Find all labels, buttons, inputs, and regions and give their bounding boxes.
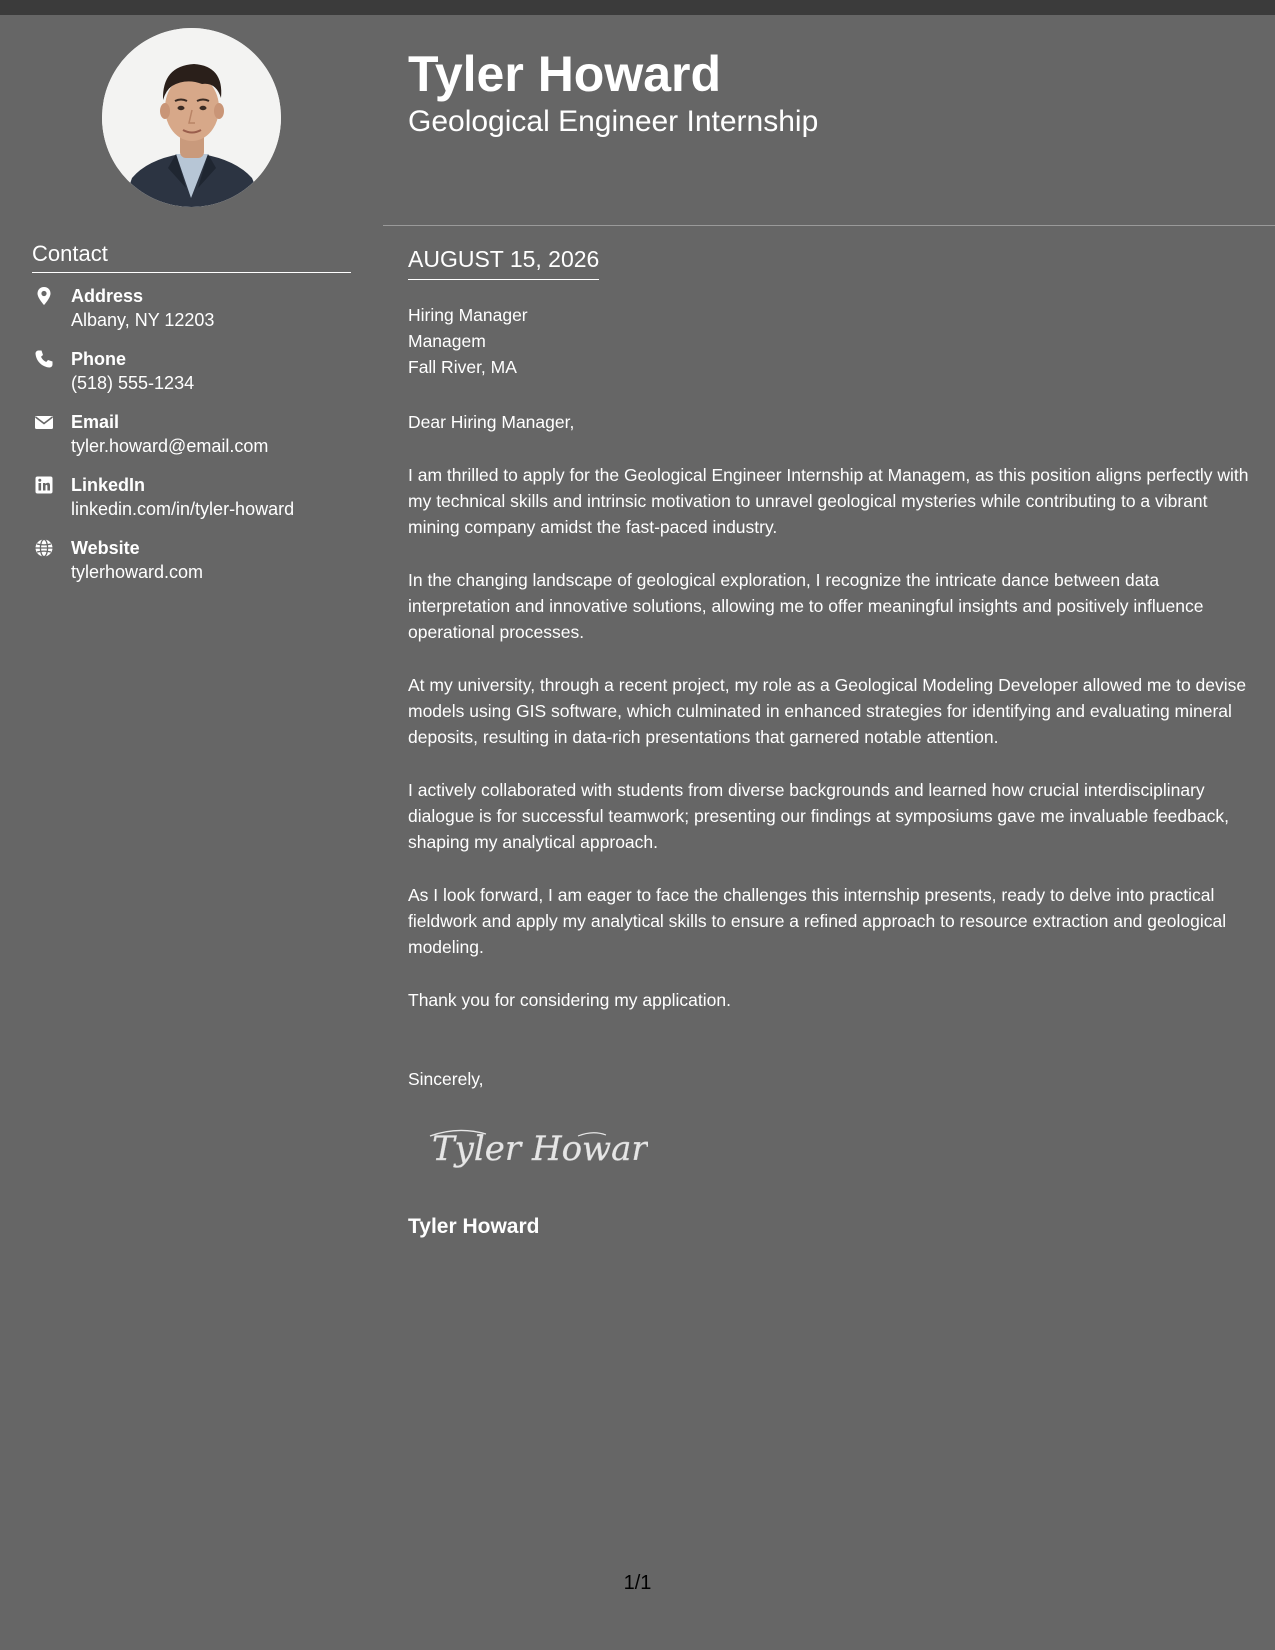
letter-paragraph: I am thrilled to apply for the Geological Engineer Internship at Managem, as this position aligns perfectly with my technical skills and intrinsic motivation to unravel geological mysteries while contributing to a vibrant mining company amidst the fast-paced industry. — [408, 465, 1249, 537]
contact-value: linkedin.com/in/tyler-howard — [71, 499, 295, 519]
contact-label: Email — [71, 412, 120, 432]
letter-body — [408, 302, 1250, 1092]
letter-paragraph: At my university, through a recent project, my role as a Geological Modeling Developer allowed me to devise models using GIS software, which culminated in enhanced strategies for identifying and evaluating mineral deposits, resulting in data-rich presentations that garnered notable attention. — [408, 675, 1247, 747]
letter-paragraph: I actively collaborated with students from diverse backgrounds and learned how crucial interdisciplinary dialogue is for successful teamwork; presenting our findings at symposiums gave me invaluable feedback, shaping my analytical approach. — [408, 780, 1229, 852]
contact-value: tyler.howard@email.com — [71, 436, 269, 456]
signer-name: Tyler Howard — [408, 1215, 540, 1238]
contact-value: tylerhoward.com — [71, 562, 204, 582]
contact-label: Address — [71, 286, 144, 306]
letter-date: AUGUST 15, 2026 — [408, 244, 599, 280]
salutation: Dear Hiring Manager, — [408, 412, 575, 432]
contact-value: Albany, NY 12203 — [71, 310, 215, 330]
contact-heading: Contact — [32, 240, 351, 273]
letter-paragraph: As I look forward, I am eager to face the challenges this internship presents, ready to delve into practical fieldwork and apply my analytical skills to ensure a refined approach to resource extraction and geological modeling. — [408, 885, 1227, 957]
recipient-line: Fall River, MA — [408, 357, 517, 377]
job-title: Geological Engineer Internship — [408, 105, 819, 138]
contact-label: Phone — [71, 349, 127, 369]
recipient-line: Hiring Manager — [408, 305, 528, 325]
contact-item-website — [32, 536, 362, 599]
contact-label: LinkedIn — [71, 475, 146, 495]
map-pin-icon — [34, 286, 54, 306]
envelope-icon — [34, 412, 54, 432]
header-divider — [383, 225, 1275, 226]
contact-item-linkedin — [32, 473, 362, 536]
top-bar — [0, 0, 1275, 15]
closing: Sincerely, — [408, 1069, 484, 1089]
contact-value: (518) 555-1234 — [71, 373, 195, 393]
recipient-block — [408, 302, 1250, 380]
letter-paragraph: Thank you for considering my application. — [408, 990, 731, 1010]
signature-text: Tyler Howard — [432, 1129, 648, 1169]
page-number: 1/1 — [623, 1572, 652, 1594]
signature — [428, 1122, 648, 1185]
contact-label: Website — [71, 538, 140, 558]
globe-icon — [34, 538, 54, 558]
contact-item-phone — [32, 347, 362, 410]
phone-icon — [34, 349, 54, 369]
letter-paragraph: In the changing landscape of geological exploration, I recognize the intricate dance between data interpretation and innovative solutions, allowing me to offer meaningful insights and positively influence operational processes. — [408, 570, 1204, 642]
linkedin-icon — [34, 475, 54, 495]
contact-list — [32, 284, 362, 599]
recipient-line: Managem — [408, 331, 486, 351]
contact-item-email — [32, 410, 362, 473]
contact-item-address — [32, 284, 362, 347]
avatar — [102, 28, 281, 207]
applicant-name: Tyler Howard — [408, 46, 722, 102]
